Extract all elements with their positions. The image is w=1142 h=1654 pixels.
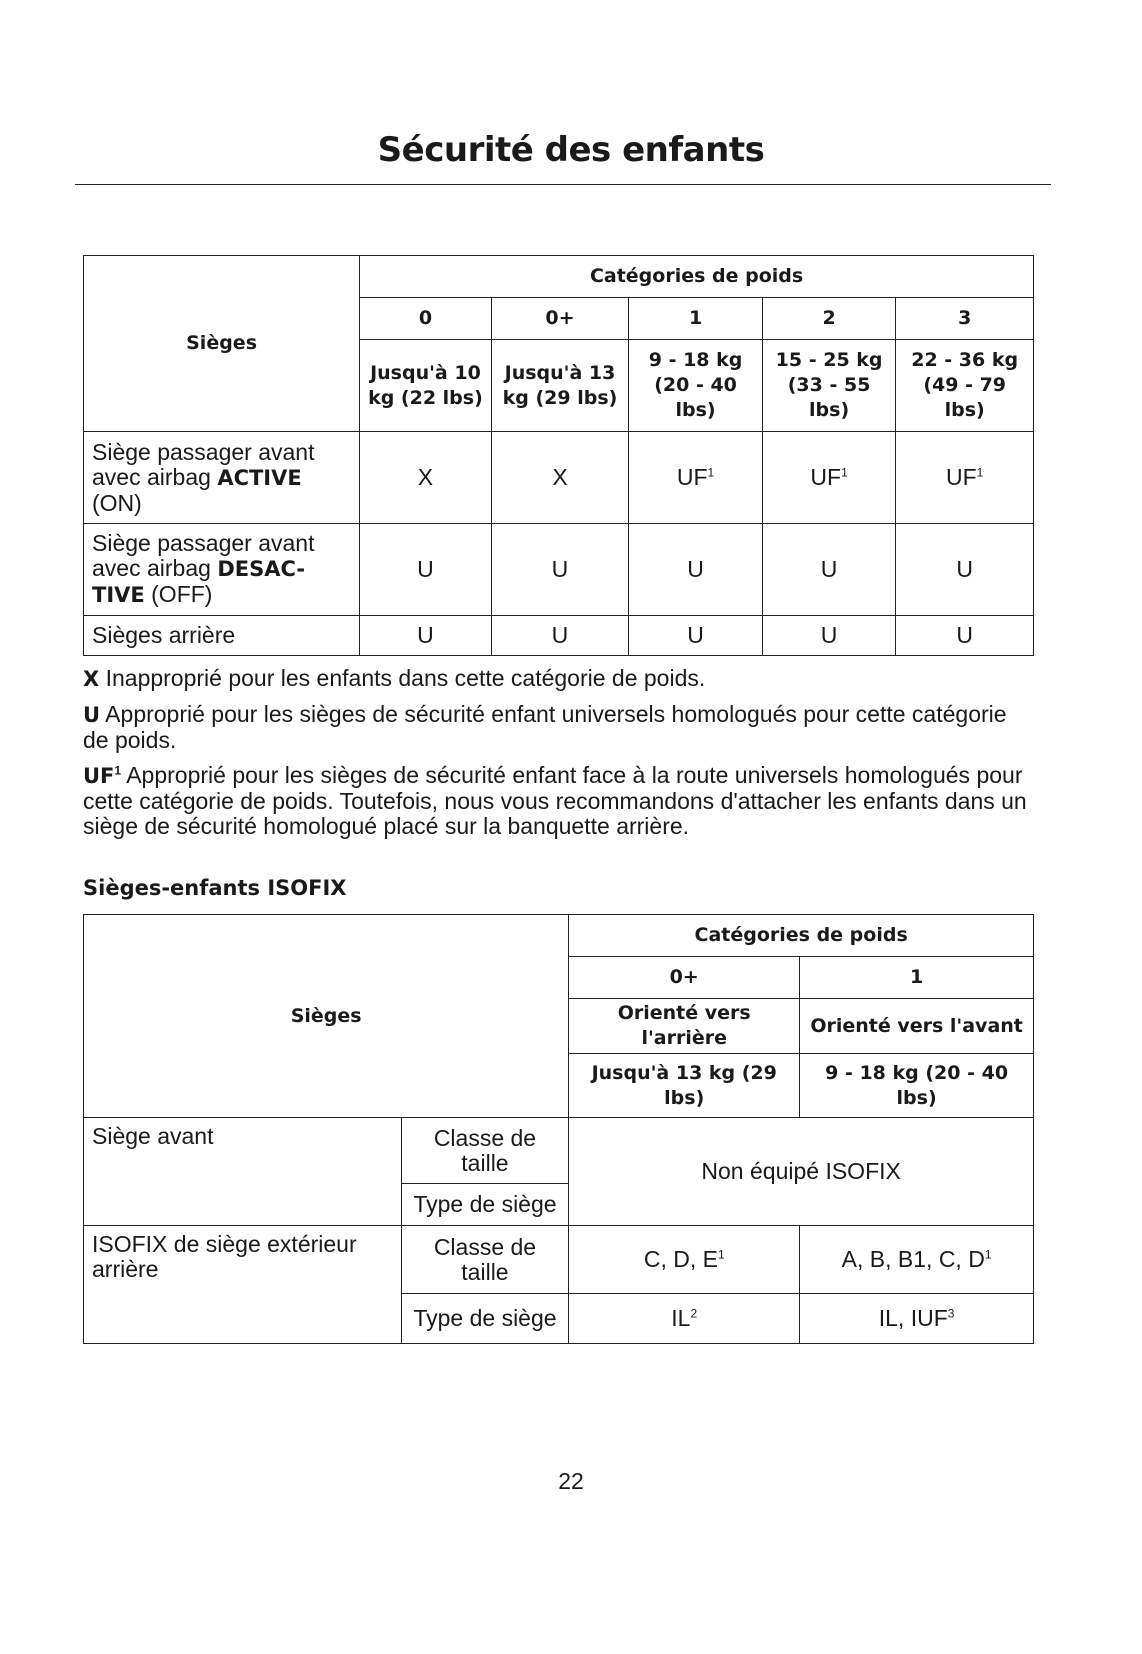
table-row	[84, 616, 1034, 656]
page-number: 22	[558, 1468, 584, 1494]
weight-range: 9 - 18 kg (20 - 40 lbs)	[629, 340, 763, 432]
weight-range: Jusqu'à 10 kg (22 lbs)	[360, 340, 492, 432]
table-cell: X	[360, 432, 492, 524]
sieges-header: Sièges	[84, 256, 360, 432]
table-cell: $IL^2$	[569, 1294, 800, 1344]
isofix-table	[83, 914, 1034, 1344]
group-header: 1	[629, 298, 763, 340]
table-row	[84, 432, 1034, 524]
table-row	[84, 524, 1034, 616]
orientation-header: Orienté vers l'arrière	[569, 999, 800, 1054]
legend-item: U Approprié pour les sièges de sécurité enfant universels homologués pour cette catégorie de poids.	[83, 701, 1007, 753]
table-cell: U	[629, 524, 763, 616]
weight-range: 22 - 36 kg (49 - 79 lbs)	[896, 340, 1034, 432]
weight-range: 15 - 25 kg (33 - 55 lbs)	[762, 340, 896, 432]
row-label: ISOFIX de siège extérieur arrière	[84, 1226, 402, 1344]
size-class-label: Classe de taille	[401, 1118, 569, 1184]
table-cell: $UF^1$	[762, 432, 896, 524]
weight-range: Jusqu'à 13 kg (29 lbs)	[569, 1054, 800, 1118]
legend-notes	[83, 666, 1034, 849]
table-cell: IL, IUF$^3$	[800, 1294, 1034, 1344]
weight-categories-header: Catégories de poids	[360, 256, 1034, 298]
table-cell: U	[896, 616, 1034, 656]
table-cell: $UF^1$	[896, 432, 1034, 524]
row-label: Sièges arrière	[84, 616, 360, 656]
table-cell: A, B, B1, C, $D^1$	[800, 1226, 1034, 1294]
weight-range: Jusqu'à 13 kg (29 lbs)	[491, 340, 629, 432]
group-header: 0+	[569, 957, 800, 999]
group-header: 3	[896, 298, 1034, 340]
table-cell: U	[491, 524, 629, 616]
group-header: 0+	[491, 298, 629, 340]
table-cell: U	[762, 524, 896, 616]
weight-range: 9 - 18 kg (20 - 40 lbs)	[800, 1054, 1034, 1118]
table-row	[84, 1118, 1034, 1184]
group-header: 0	[360, 298, 492, 340]
row-label: Siège avant	[84, 1118, 402, 1226]
table-cell: U	[360, 616, 492, 656]
legend-item: $UF^1$ Approprié pour les sièges de sécurité enfant face à la route universels homologués pour cette catégorie de poids. Toutefois, nous vous recommandons d'attacher les enfants dans un siège de sécurité homologué placé sur la banquette arrière.	[83, 762, 1027, 839]
legend-item: X Inapproprié pour les enfants dans cette catégorie de poids.	[83, 665, 706, 691]
title-divider	[75, 184, 1051, 185]
table-cell: $UF^1$	[629, 432, 763, 524]
page-title: Sécurité des enfants	[377, 130, 765, 170]
seat-type-label: Type de siège	[401, 1184, 569, 1226]
seat-suitability-table	[83, 255, 1034, 656]
table-cell: U	[896, 524, 1034, 616]
row-label: Siège passager avant avec airbag ACTIVE (ON)	[84, 432, 360, 524]
table-cell: U	[360, 524, 492, 616]
weight-categories-header: Catégories de poids	[569, 915, 1034, 957]
table-cell: C, D, $E^1$	[569, 1226, 800, 1294]
group-header: 2	[762, 298, 896, 340]
row-label: Siège passager avant avec airbag DESAC-TIVE (OFF)	[84, 524, 360, 616]
isofix-heading: Sièges-enfants ISOFIX	[83, 876, 347, 900]
table-row	[84, 1226, 1034, 1294]
table-cell: U	[629, 616, 763, 656]
table-cell: U	[491, 616, 629, 656]
table-cell: U	[762, 616, 896, 656]
orientation-header: Orienté vers l'avant	[800, 999, 1034, 1054]
size-class-label: Classe de taille	[401, 1226, 569, 1294]
table-cell: X	[491, 432, 629, 524]
group-header: 1	[800, 957, 1034, 999]
sieges-header: Sièges	[84, 915, 569, 1118]
seat-type-label: Type de siège	[401, 1294, 569, 1344]
not-equipped-cell: Non équipé ISOFIX	[569, 1118, 1034, 1226]
